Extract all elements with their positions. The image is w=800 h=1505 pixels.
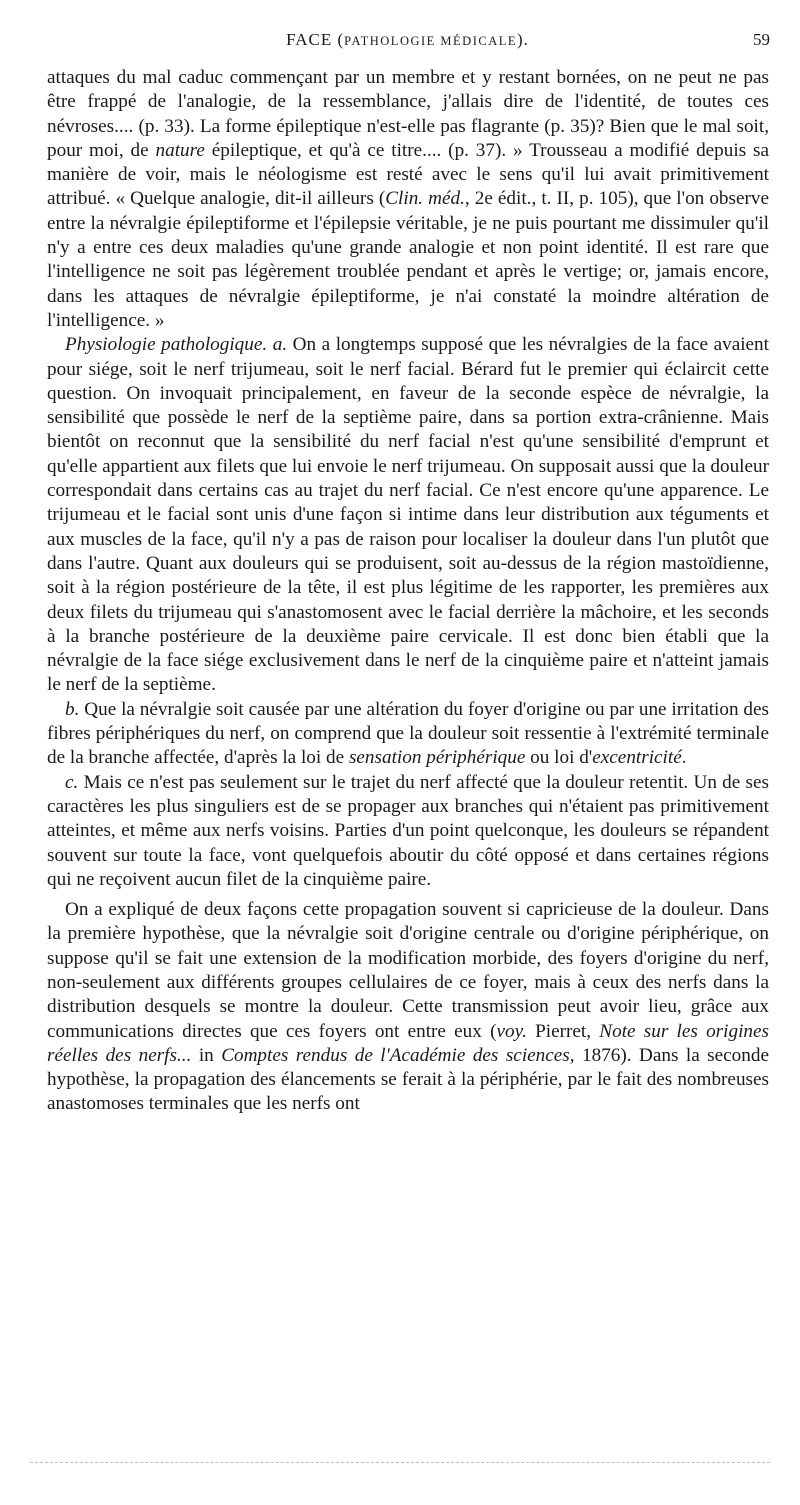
text-run: épileptique, et qu'à ce titre.... (p. 37). » Trousseau a modifié depuis sa manière de voir, mais le néologisme est resté avec le sens qu'il lui avait primitivement attribué. « Quelque analogie, dit-il ailleurs ( xyxy=(47,139,770,210)
running-head-end: ). xyxy=(517,30,529,49)
italic-text: excentricité xyxy=(592,747,682,769)
running-head xyxy=(45,30,770,50)
text-run: attaques du mal caduc commençant par un membre et y restant bornées, on ne peut ne pas être frappé de l'analogie, de la ressemblance, j'allais dire de l'identité, de toutes ces névroses.... (p. 33). La forme épileptique n'est-elle pas flagrante (p. 35)? Bien que le mal soit, pour moi, de xyxy=(47,67,769,161)
paragraph xyxy=(47,333,769,697)
paragraph xyxy=(47,771,769,892)
text-run: ou loi d' xyxy=(525,747,593,769)
paragraph xyxy=(47,698,769,771)
body-text xyxy=(47,66,769,1117)
italic-text: Physiologie pathologique. xyxy=(65,334,268,356)
text-run: Que la névralgie soit causée par une altération du foyer d'origine ou par une irritation des fibres périphériques du nerf, on comprend que la douleur soit ressentie à l'extrémité terminale de la branche affectée, d'après la loi de xyxy=(47,698,769,769)
italic-text: nature xyxy=(155,139,205,161)
text-run: , 1876). Dans la seconde hypothèse, la propagation des élancements se ferait à la périphérie, par le fait des nombreuses anastomoses terminales que les nerfs ont xyxy=(47,1044,769,1115)
text-run: On a expliqué de deux façons cette propagation souvent si capricieuse de la douleur. Dans la première hypothèse, que la névralgie soit d'origine centrale ou d'origine périphérique, on suppose qu'il se fait une extension de la modification morbide, des foyers d'origine du nerf, non-seulement aux différents groupes cellulaires de ce foyer, mais à ceux des nerfs dans la distribution desquels se montre la douleur. Cette transmission peut avoir lieu, grâce aux communications directes que ces foyers ont entre eux ( xyxy=(47,899,769,1042)
text-run: , 2e édit., t. II, p. 105), que l'on observe entre la névralgie épileptiforme et l'épilepsie véritable, je ne puis pourtant me dissimuler qu'il n'y a entre ces deux maladies qu'une grande analogie et non point identité. Il est rare que l'intelligence ne soit pas légèrement troublée pendant et après le vertige; or, jamais encore, dans les attaques de névralgie épileptiforme, je n'ai constaté la moindre altération de l'intelligence. » xyxy=(47,188,769,331)
italic-text: Clin. méd. xyxy=(385,188,465,210)
text-run: in xyxy=(191,1044,222,1066)
text-run: Mais ce n'est pas seulement sur le trajet du nerf affecté que la douleur retentit. Un de ses caractères les plus singuliers est de se propager aux branches qui n'étaient pas primitivement atteintes, et même aux nerfs voisins. Parties d'un point quelconque, les douleurs se répandent souvent sur toute la face, vont quelquefois aboutir du côté opposé et dans certaines régions qui ne reçoivent aucun filet de la cinquième paire. xyxy=(47,771,769,890)
running-head-main: FACE ( xyxy=(286,30,345,49)
running-head-smallcaps: PATHOLOGIE MÉDICALE xyxy=(344,34,517,48)
page-header xyxy=(45,30,770,56)
italic-text: Comptes rendus de l'Académie des sciences xyxy=(221,1044,570,1066)
italic-text: a. xyxy=(272,334,288,356)
scan-footer-rule xyxy=(30,1462,770,1479)
italic-text: b. xyxy=(65,698,80,720)
italic-text: sensation périphérique xyxy=(348,747,526,769)
italic-text: voy. xyxy=(496,1020,527,1042)
page-number: 59 xyxy=(753,30,770,49)
text-run: On a longtemps supposé que les névralgies de la face avaient pour siége, soit le nerf trijumeau, soit le nerf facial. Bérard fut le premier qui éclaircit cette question. On invoquait principalement, en faveur de la seconde espèce de névralgie, la sensibilité que possède le nerf de la septième paire, dans sa portion extra-crânienne. Mais bientôt on reconnut que la sensibilité du nerf facial n'est qu'une sensibilité d'emprunt et qu'elle appartient aux filets que lui envoie le nerf trijumeau. On supposait aussi que la douleur correspondait dans certains cas au trajet du nerf facial. Ce n'est encore qu'une apparence. Le trijumeau et le facial sont unis d'une façon si intime dans leur distribution aux téguments et aux muscles de la face, qu'il n'y a pas de raison pour localiser la douleur dans l'un plutôt que dans l'autre. Quant aux douleurs qui se produisent, soit au-dessus de la région mastoïdienne, soit à la région postérieure de la tête, il est plus légitime de les rapporter, les premières aux deux filets du trijumeau qui s'anastomosent avec le facial derrière la mâchoire, et les seconds à la branche postérieure de la deuxième paire cervicale. Il est donc bien établi que la névralgie de la face siége exclusivement dans le nerf de la cinquième paire et n'atteint jamais le nerf de la septième. xyxy=(47,334,769,696)
text-run: . xyxy=(681,747,687,769)
text-run: Pierret, xyxy=(526,1020,600,1042)
paragraph xyxy=(47,898,769,1117)
italic-text: Note sur les origines réelles des nerfs... xyxy=(47,1020,769,1066)
italic-text: c. xyxy=(65,771,79,793)
paragraph xyxy=(47,66,769,333)
